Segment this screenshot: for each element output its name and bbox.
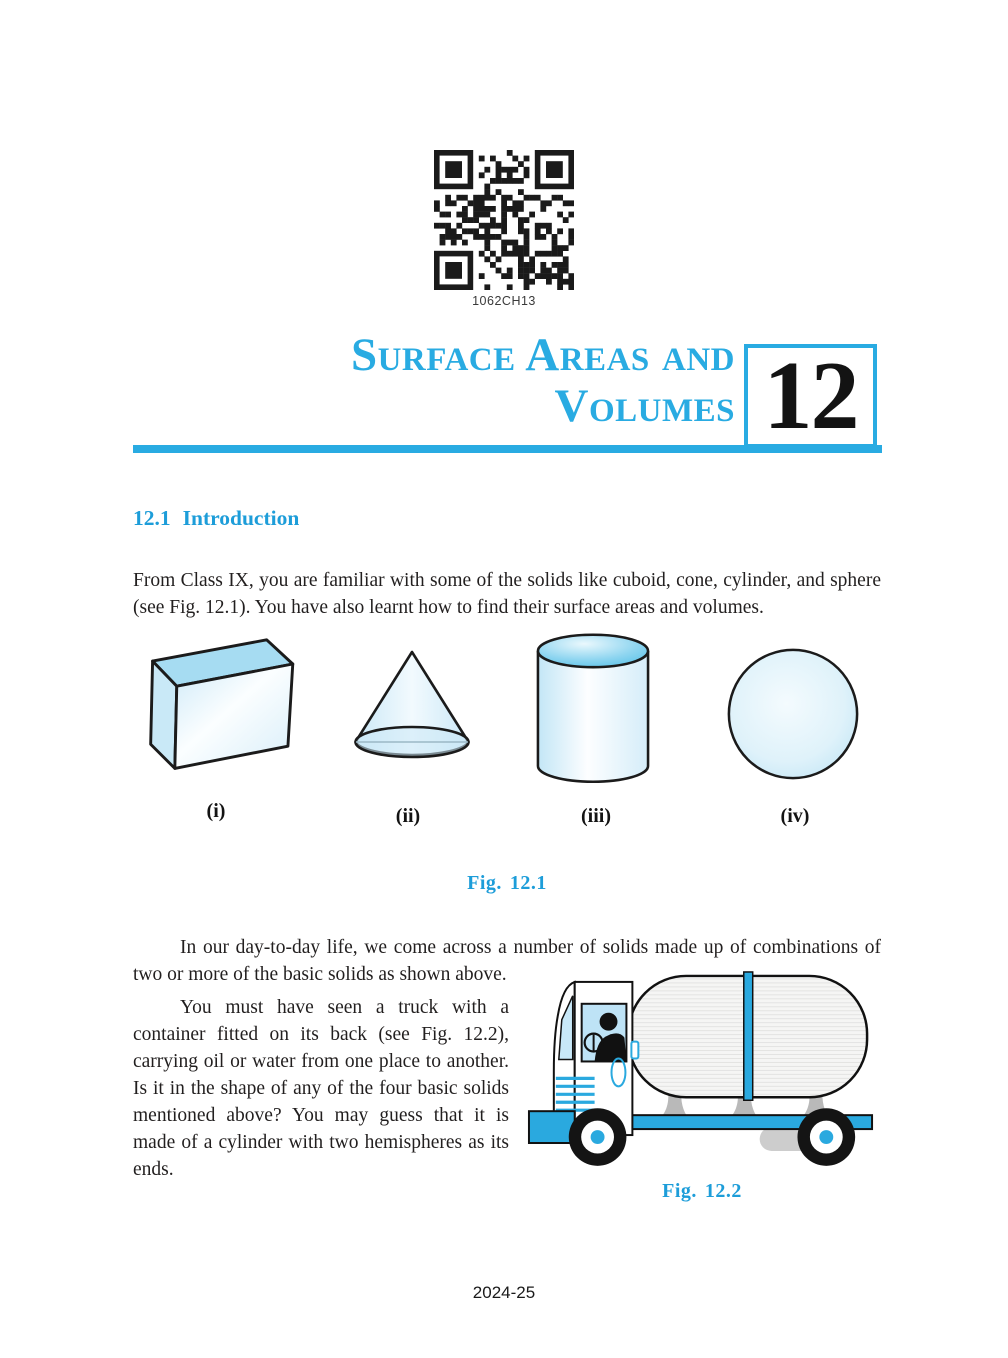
- figure-12-2: [523, 966, 881, 1203]
- figure-caption-12-1: [133, 872, 881, 895]
- figure2-caption-label: Fig.: [662, 1179, 697, 1202]
- chapter-title: [351, 330, 735, 432]
- cylinder-body: [538, 651, 648, 782]
- shape-label-cuboid: (i): [206, 800, 226, 822]
- section-heading: [133, 506, 299, 531]
- qr-block: [433, 150, 575, 308]
- sphere-body: [729, 650, 857, 778]
- figure-caption-12-2: [523, 1180, 881, 1203]
- front-bumper: [529, 1111, 575, 1143]
- truck-section: [133, 974, 881, 1203]
- figure-12-1: [133, 628, 881, 838]
- sphere-illustration: [725, 646, 861, 782]
- chapter-title-line1: Surface Areas and: [350, 329, 735, 381]
- rear-wheel: [797, 1108, 855, 1166]
- cylinder-illustration: [535, 630, 651, 786]
- truck-illustration: [523, 966, 881, 1170]
- cone-illustration: [352, 648, 472, 760]
- paragraph-intro: From Class IX, you are familiar with some of the solids like cuboid, cone, cylinder, and sphere (see Fig. 12.1). You have also learnt how to find their surface areas and volumes.: [133, 569, 881, 618]
- shape-label-cone: (ii): [395, 805, 421, 827]
- chapter-number-box: [744, 344, 877, 448]
- cylinder-top-opening: [538, 635, 648, 667]
- front-wheel: [569, 1108, 627, 1166]
- qr-code-icon: [434, 150, 574, 290]
- shape-label-cylinder: (iii): [581, 805, 611, 827]
- shape-label-sphere: (iv): [780, 805, 810, 827]
- page-footer: 2024-25: [472, 1283, 536, 1302]
- figure2-caption-number: 12.2: [704, 1179, 742, 1202]
- paragraph-truck: You must have seen a truck with a container fitted on its back (see Fig. 12.2), carrying oil or water from one place to another. Is it in the shape of any of the four basic solids mentioned above? You may guess that it is made of a cylinder with two hemispheres as its ends.: [133, 996, 509, 1180]
- figure-caption-number: 12.1: [509, 872, 547, 894]
- cab-handle: [631, 1042, 638, 1059]
- chapter-title-line2: Volumes: [554, 380, 735, 432]
- section-number: 12.1: [133, 506, 171, 530]
- tank-band: [744, 972, 753, 1100]
- figure-caption-label: Fig.: [467, 872, 502, 894]
- section-title: Introduction: [182, 506, 300, 530]
- paragraph-combinations: In our day-to-day life, we come across a number of solids made up of combinations of two or more of the basic solids as shown above.: [133, 936, 881, 985]
- cuboid-illustration: [141, 630, 315, 785]
- chapter-number: 12: [763, 342, 858, 450]
- qr-caption: 1062CH13: [472, 294, 536, 308]
